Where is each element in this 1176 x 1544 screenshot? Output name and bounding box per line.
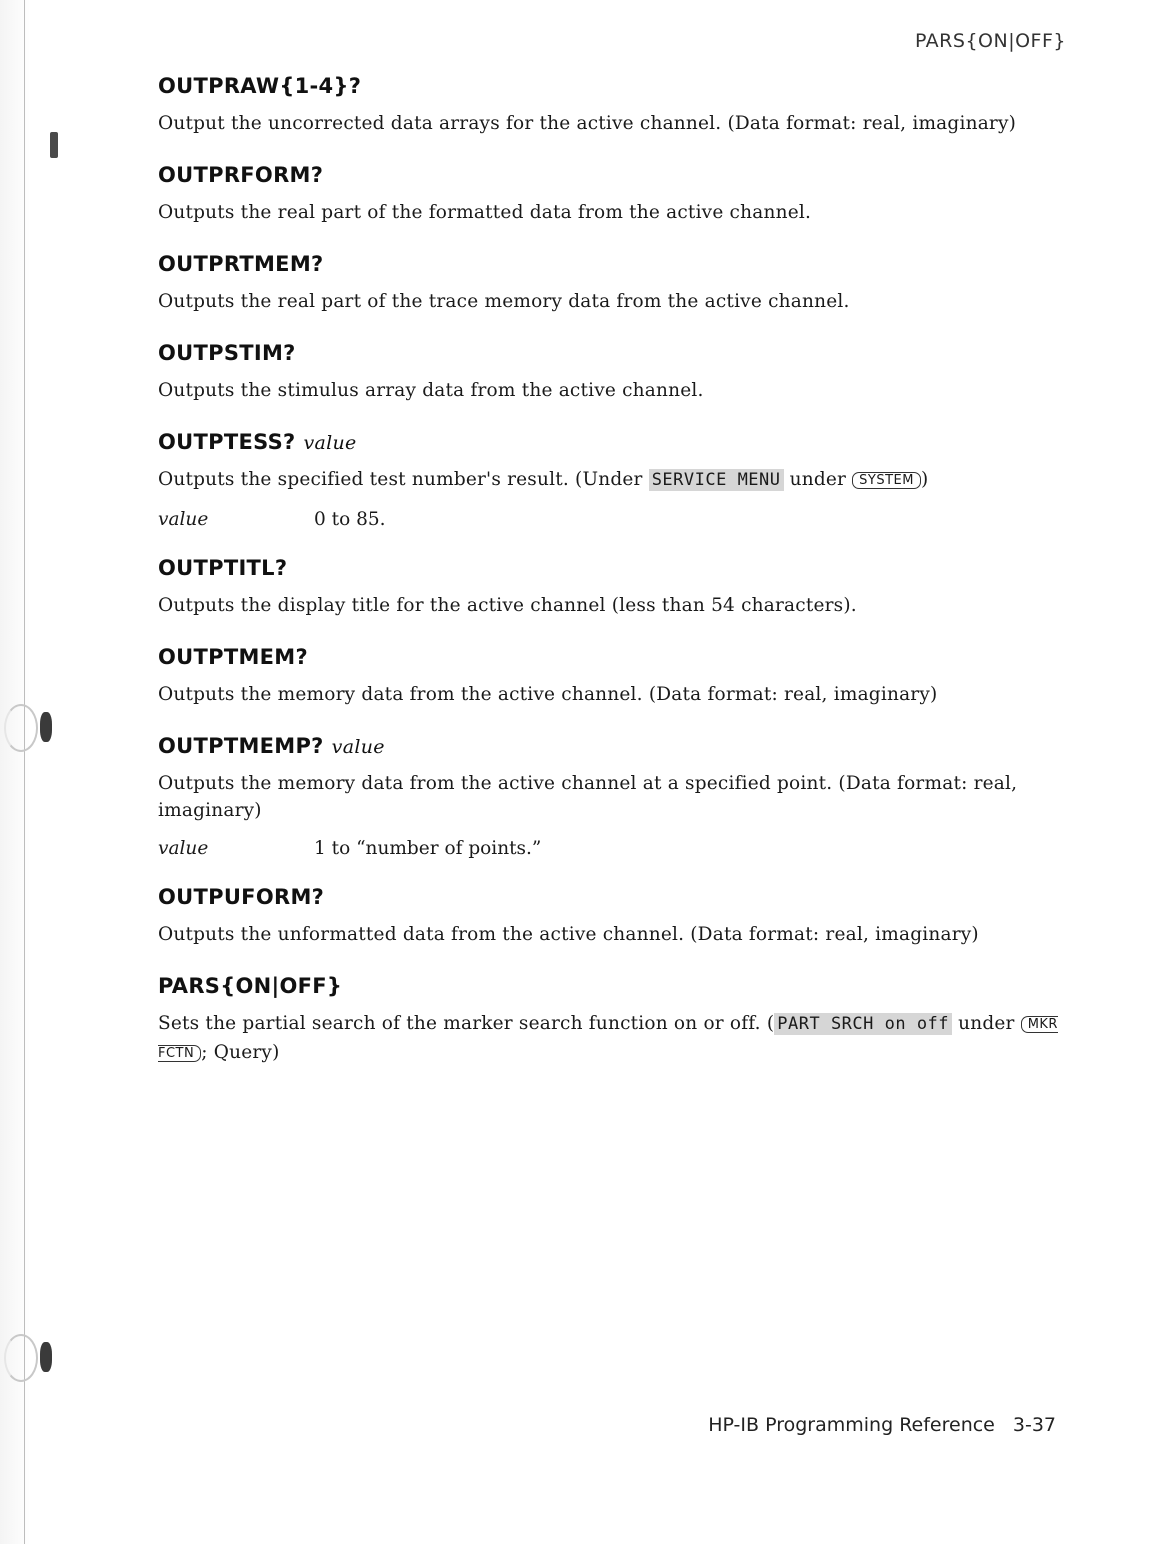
command-parameter: value [303, 432, 357, 454]
command-parameter: value [331, 736, 385, 758]
command-name: OUTPTMEMP? [158, 734, 324, 758]
command-heading: OUTPUFORM? [158, 885, 325, 909]
command-entry [158, 734, 1058, 859]
footer-title: HP-IB Programming Reference [708, 1414, 995, 1436]
hardkey-mkr-fctn: MKR FCTN [158, 1017, 1058, 1061]
hardkey-system: SYSTEM [852, 472, 921, 489]
description-text: Outputs the specified test number's result. (Under [158, 469, 643, 490]
command-heading: OUTPTMEM? [158, 645, 308, 669]
command-description: Output the uncorrected data arrays for the active channel. (Data format: real, imaginary) [158, 113, 1017, 134]
command-entry [158, 974, 1058, 1068]
command-heading: PARS{ON|OFF} [158, 974, 343, 998]
running-head: PARS{ON|OFF} [914, 30, 1066, 52]
command-entry [158, 885, 1058, 948]
command-heading: OUTPRAW{1-4}? [158, 74, 362, 98]
binding-ring-shadow [40, 712, 52, 742]
binding-ring [4, 1334, 38, 1382]
page-footer [708, 1414, 1056, 1436]
softkey-service-menu: SERVICE MENU [649, 469, 784, 491]
command-name: OUTPTESS? [158, 430, 296, 454]
command-description [158, 1010, 1058, 1068]
description-text: under [789, 469, 847, 490]
command-heading: OUTPSTIM? [158, 341, 296, 365]
command-heading [158, 734, 1058, 758]
parameter-name: value [158, 509, 209, 530]
command-description [158, 466, 1058, 495]
command-entry [158, 430, 1058, 530]
description-text: ) [921, 469, 929, 490]
command-entry [158, 163, 1058, 226]
parameter-range: 1 to “number of points.” [314, 838, 542, 859]
command-entry [158, 252, 1058, 315]
command-list [158, 74, 1058, 1094]
binding-ring [4, 704, 38, 752]
command-description: Outputs the memory data from the active channel at a specified point. (Data format: real, imaginary) [158, 773, 1018, 821]
parameter-name: value [158, 838, 209, 859]
command-heading: OUTPTITL? [158, 556, 288, 580]
command-entry [158, 341, 1058, 404]
parameter-range: 0 to 85. [314, 509, 386, 530]
softkey-part-srch: PART SRCH on off [774, 1013, 952, 1035]
binding-ring-shadow [40, 1342, 52, 1372]
command-description: Outputs the display title for the active channel (less than 54 characters). [158, 595, 857, 616]
description-text: ; Query) [201, 1042, 280, 1063]
command-description: Outputs the real part of the formatted data from the active channel. [158, 202, 812, 223]
binding-edge-line [24, 0, 25, 1544]
binding-mark [50, 132, 58, 158]
command-heading [158, 430, 1058, 454]
command-entry [158, 556, 1058, 619]
command-description: Outputs the memory data from the active channel. (Data format: real, imaginary) [158, 684, 938, 705]
command-description: Outputs the real part of the trace memory data from the active channel. [158, 291, 850, 312]
command-description: Outputs the stimulus array data from the active channel. [158, 380, 704, 401]
description-text: Sets the partial search of the marker search function on or off. ( [158, 1013, 775, 1034]
command-entry [158, 74, 1058, 137]
command-heading: OUTPRTMEM? [158, 252, 324, 276]
parameter-row [158, 509, 1058, 530]
page-number: 3-37 [1012, 1414, 1056, 1436]
parameter-row [158, 838, 1058, 859]
binding-shadow [0, 0, 70, 1544]
description-text: under [958, 1013, 1015, 1034]
command-entry [158, 645, 1058, 708]
command-description: Outputs the unformatted data from the active channel. (Data format: real, imaginary) [158, 924, 979, 945]
command-heading: OUTPRFORM? [158, 163, 324, 187]
